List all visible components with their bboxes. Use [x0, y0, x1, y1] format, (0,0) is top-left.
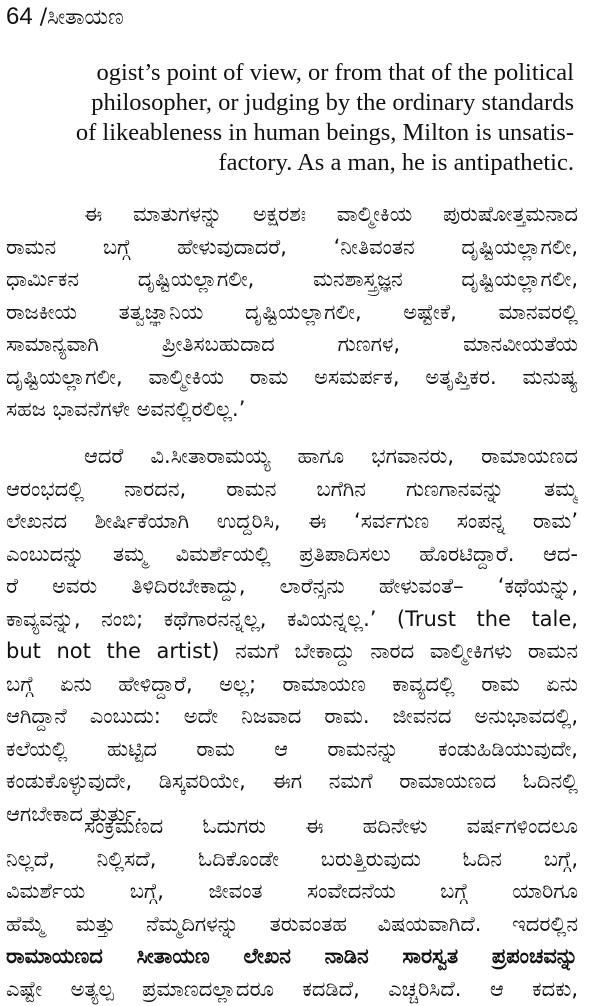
- text-line: ಎಂಬುದನ್ನು ತಮ್ಮ ವಿಮರ್ಶೆಯಲ್ಲಿ ಪ್ರತಿಪಾದಿಸಲು ಹೊರಟಿದ್ದಾರೆ. ಆದ-: [6, 541, 578, 566]
- running-title: /ಸೀತಾಯಣ: [39, 5, 124, 30]
- text-line: ಕಲೆಯಲ್ಲಿ ಹುಟ್ಟಿದ ರಾಮ ಆ ರಾಮನನ್ನು ಕಂಡುಹಿಡಿಯುವುದೇ,: [6, 736, 578, 761]
- text-line: ವಿಮರ್ಶೆಯ ಬಗ್ಗೆ, ಜೀವಂತ ಸಂವೇದನೆಯ ಬಗ್ಗೆ ಯಾರಿಗೂ: [6, 879, 578, 903]
- text-line: ಎಷ್ಟೇ ಅತ್ಯಲ್ಪ ಪ್ರಮಾಣದಲ್ಲಾದರೂ ಕದಡಿದೆ, ಎಚ್ಚರಿಸಿದೆ. ಆ ಕದಕು,: [6, 976, 578, 1001]
- body-paragraph: [6, 440, 578, 830]
- text-line: ಲೇಖನದ ಶೀರ್ಷಿಕೆಯಾಗಿ ಉದ್ದರಿಸಿ, ಈ ‘ಸರ್ವಗುಣ ಸಂಪನ್ನ ರಾಮ’: [6, 509, 578, 533]
- text-line: ಆಗಬೇಕಾದ ತುರ್ತು.: [6, 801, 143, 826]
- text-line: ಕಾವ್ಯವನ್ನು, ನಂಬಿ; ಕಥೆಗಾರನನ್ನಲ್ಲ, ಕವಿಯನ್ನಲ್ಲ.’ (Trust the tale,: [6, 606, 578, 631]
- text-line: ಧಾರ್ಮಿಕನ ದೃಷ್ಟಿಯಲ್ಲಾಗಲೀ, ಮನಶಾಸ್ತ್ರಜ್ಞನ ದೃಷ್ಟಿಯಲ್ಲಾಗಲೀ,: [6, 267, 578, 291]
- text-line: ಸಂಕ್ರಮಣದ ಓದುಗರು ಈ ಹದಿನೇಳು ವರ್ಷಗಳಿಂದಲೂ: [84, 814, 578, 838]
- text-line: ಬಗ್ಗೆ ಏನು ಹೇಳಿದ್ದಾರೆ, ಅಲ್ಲ; ರಾಮಾಯಣ ಕಾವ್ಯದಲ್ಲಿ ರಾಮ ಏನು: [6, 671, 578, 696]
- text-line: ರಾಮಾಯಣದ ಸೀತಾಯಣ ಲೇಖನ ನಾಡಿನ ಸಾರಸ್ವತ ಪ್ರಪಂಚವನ್ನು: [6, 944, 578, 968]
- text-line: of likeableness in human beings, Milton is unsatis-: [75, 119, 574, 146]
- text-line: ಆಗಿದ್ದಾನೆ ಎಂಬುದು: ಅದೇ ನಿಜವಾದ ರಾಮ. ಜೀವನದ ಅನುಭಾವದಲ್ಲಿ,: [6, 704, 578, 728]
- text-line: ಸಹಜ ಭಾವನೆಗಳೇ ಅವನಲ್ಲಿರಲಿಲ್ಲ.’: [6, 397, 246, 421]
- text-line: ಆದರೆ ವಿ.ಸೀತಾರಾಮಯ್ಯ ಹಾಗೂ ಭಗವಾನರು, ರಾಮಾಯಣದ: [84, 444, 578, 468]
- text-line: ಹೆಮ್ಮೆ ಮತ್ತು ನೆಮ್ಮದಿಗಳನ್ನು ತರುವಂತಹ ವಿಷಯವಾಗಿದೆ. ಇದರಲ್ಲಿನ: [6, 911, 578, 936]
- text-line: ogist’s point of view, or from that of the political: [96, 59, 574, 86]
- body-paragraph: [6, 810, 578, 1005]
- text-line: ರಾಜಕೀಯ ತತ್ವಜ್ಞಾನಿಯ ದೃಷ್ಟಿಯಲ್ಲಾಗಲೀ, ಅಷ್ಟೇಕೆ, ಮಾನವರಲ್ಲಿ: [6, 299, 578, 324]
- text-line: ದೃಷ್ಟಿಯಲ್ಲಾಗಲೀ, ವಾಲ್ಮೀಕಿಯ ರಾಮ ಅಸಮರ್ಪಕ, ಅತೃಪ್ತಿಕರ. ಮನುಷ್ಯ: [6, 364, 578, 389]
- text-line: ಸಾಮಾನ್ಯವಾಗಿ ಪ್ರೀತಿಸಬಹುದಾದ ಗುಣಗಳ, ಮಾನವೀಯತೆಯ: [6, 332, 578, 356]
- text-line: philosopher, or judging by the ordinary standards: [91, 89, 574, 116]
- text-line: ಈ ಮಾತುಗಳನ್ನು ಅಕ್ಷರಶಃ ವಾಲ್ಮೀಕಿಯ ಪುರುಷೋತ್ತಮನಾದ: [84, 202, 578, 226]
- text-line: factory. As a man, he is antipathetic.: [218, 149, 574, 176]
- text-line: but not the artist) ನಮಗೆ ಬೇಕಾದ್ದು ನಾರದ ವಾಲ್ಮೀಕಿಗಳು ರಾಮನ: [6, 639, 578, 663]
- text-line: ರೆ ಅವರು ತಿಳಿದಿರಬೇಕಾದ್ದು, ಲಾರೆನ್ಸನು ಹೇಳುವಂತೆ– ‘ಕಥೆಯನ್ನು,: [6, 574, 578, 598]
- page-number: 64: [6, 3, 33, 30]
- body-paragraph: [6, 198, 578, 426]
- text-line: ಕಂಡುಕೊಳ್ಳುವುದೇ, ಡಿಸ್ಕವರಿಯೇ, ಈಗ ನಮಗೆ ರಾಮಾಯಣದ ಓದಿನಲ್ಲಿ: [6, 769, 578, 793]
- text-line: ರಾಮನ ಬಗ್ಗೆ ಹೇಳುವುದಾದರೆ, ‘ನೀತಿವಂತನ ದೃಷ್ಟಿಯಲ್ಲಾಗಲೀ,: [6, 234, 578, 259]
- text-line: ನಿಲ್ಲದೆ, ನಿಲ್ಲಿಸದೆ, ಓದಿಕೊಂಡೇ ಬರುತ್ತಿರುವುದು ಓದಿನ ಬಗ್ಗೆ,: [6, 846, 578, 871]
- english-quotation: [74, 58, 574, 178]
- running-head: [6, 2, 124, 33]
- text-line: ಆರಂಭದಲ್ಲಿ ನಾರದನ, ರಾಮನ ಬಗೆಗಿನ ಗುಣಗಾನವನ್ನು ತಮ್ಮ: [6, 476, 578, 501]
